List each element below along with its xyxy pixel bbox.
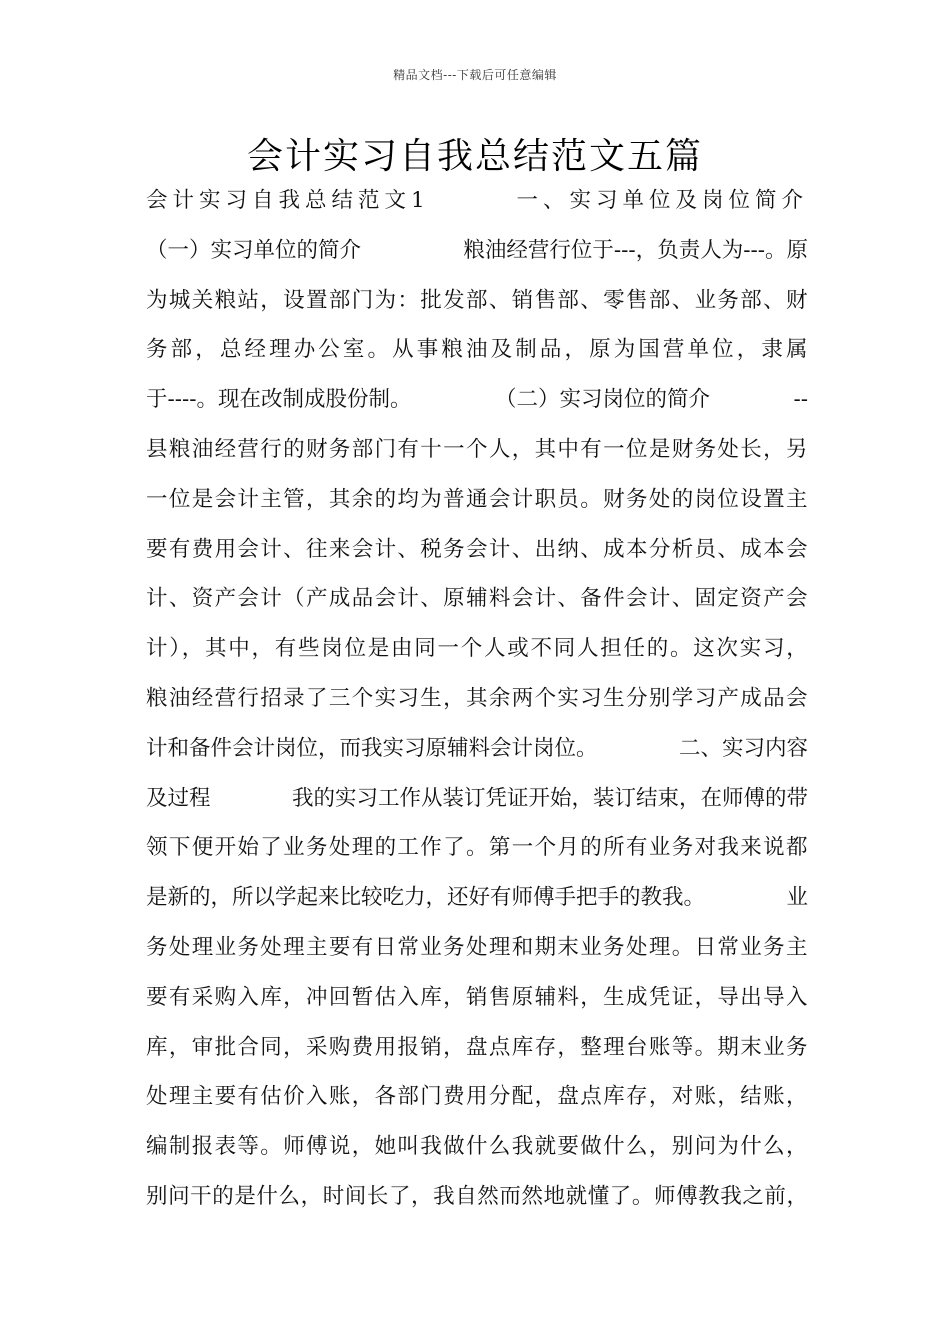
text-segment: 业 (786, 885, 808, 911)
text-segment: 要有费用会计、往来会计、税务会计、出纳、成本分析员、成本会 (146, 536, 809, 562)
section-heading: 及过程 (146, 785, 211, 811)
text-segment: 是新的，所以学起来比较吃力，还好有师傅手把手的教我。 (146, 885, 706, 911)
subsection-heading: （一）实习单位的简介 (146, 237, 362, 263)
text-segment: 要有采购入库，冲回暂估入库，销售原辅料，生成凭证，导出导入 (146, 984, 809, 1010)
body-text (146, 186, 811, 1232)
document-title: 会计实习自我总结范文五篇 (246, 136, 703, 177)
text-segment: 一位是会计主管，其余的均为普通会计职员。财务处的岗位设置主 (146, 486, 809, 512)
section-heading: 一、实习单位及岗位简介 (516, 188, 808, 213)
text-line (146, 1082, 808, 1132)
text-segment: 领下便开始了业务处理的工作了。第一个月的所有业务对我来说都 (146, 835, 809, 861)
text-segment: 为城关粮站，设置部门为：批发部、销售部、零售部、业务部、财 (146, 287, 809, 313)
text-line (146, 634, 808, 684)
text-line (146, 784, 808, 834)
text-segment: 务部，总经理办公室。从事粮油及制品，原为国营单位，隶属 (146, 337, 811, 363)
text-line (146, 186, 808, 236)
text-line (146, 286, 808, 336)
text-line (146, 385, 808, 435)
text-line (146, 1132, 808, 1182)
text-segment: 县粮油经营行的财务部门有十一个人，其中有一位是财务处长，另 (146, 436, 809, 462)
text-line (146, 933, 808, 983)
text-line (146, 485, 808, 535)
header-note: 精品文档---下载后可任意编辑 (393, 68, 557, 82)
text-line (146, 1182, 808, 1232)
text-segment: 别问干的是什么，时间长了，我自然而然地就懂了。师傅教我之前， (146, 1183, 809, 1209)
text-segment: 我的实习工作从装订凭证开始，装订结束，在师傅的带 (291, 785, 808, 811)
text-segment: 计、资产会计（产成品会计、原辅料会计、备件会计、固定资产会 (146, 586, 809, 612)
section-heading: 会计实习自我总结范文1 (146, 188, 430, 213)
text-segment: 粮油经营行位于---，负责人为---。原 (463, 237, 808, 263)
text-segment: 计和备件会计岗位，而我实习原辅料会计岗位。 (146, 735, 598, 761)
text-line (146, 236, 808, 286)
text-segment: 编制报表等。师傅说，她叫我做什么我就要做什么，别问为什么， (146, 1134, 809, 1160)
text-segment: 务处理业务处理主要有日常业务处理和期末业务处理。日常业务主 (146, 934, 809, 960)
text-line (146, 535, 808, 585)
text-line (146, 684, 808, 734)
text-segment: -- (793, 387, 808, 413)
text-segment: 处理主要有估价入账，各部门费用分配，盘点库存，对账，结账， (146, 1084, 809, 1110)
text-line (146, 335, 811, 385)
text-segment: 于----。现在改制成股份制。 (146, 387, 412, 413)
text-segment: 库，审批合同，采购费用报销，盘点库存，整理台账等。期末业务 (146, 1034, 809, 1060)
text-segment: 粮油经营行招录了三个实习生，其余两个实习生分别学习产成品会 (146, 685, 809, 711)
text-line (146, 734, 808, 784)
text-line (146, 883, 808, 933)
text-line (146, 584, 808, 634)
text-line (146, 435, 808, 485)
text-line (146, 833, 808, 883)
text-segment: 计），其中，有些岗位是由同一个人或不同人担任的。这次实习， (146, 636, 810, 662)
subsection-heading: （二）实习岗位的简介 (495, 387, 711, 413)
section-heading: 二、实习内容 (678, 735, 808, 761)
text-line (146, 1033, 808, 1083)
text-line (146, 983, 808, 1033)
